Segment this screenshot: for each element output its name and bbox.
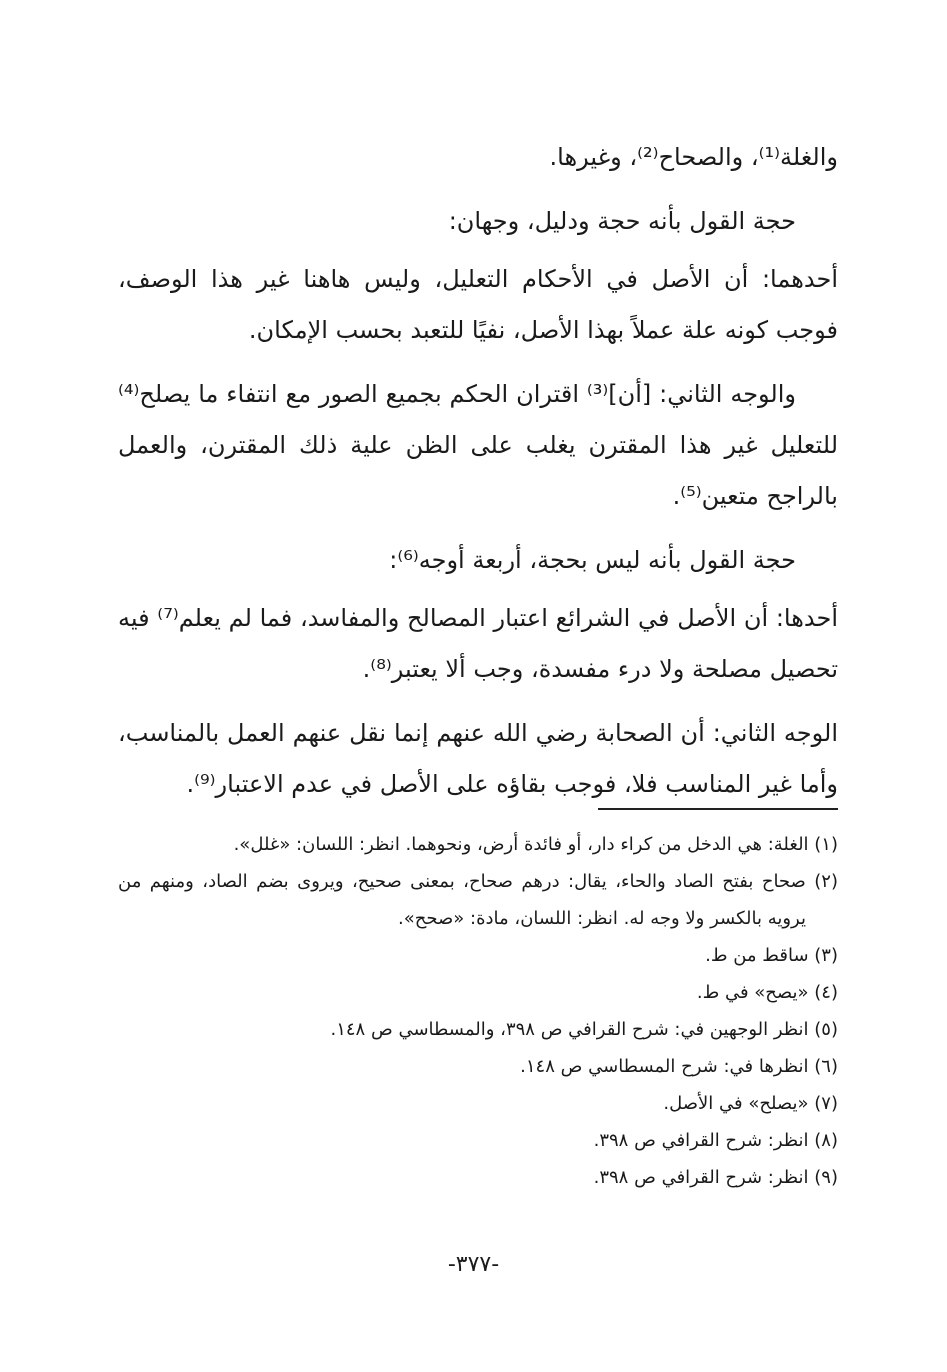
footnote-1: (١) الغلة: هي الدخل من كراء دار، أو فائدة أرض، ونحوهما. انظر: اللسان: «غلل». <box>233 834 838 855</box>
footnote-7: (٧) «يصلح» في الأصل. <box>663 1093 838 1114</box>
paragraph-counter-second: الوجه الثاني: أن الصحابة رضي الله عنهم إنما نقل عنهم العمل بالمناسب، وأما غير المناسب فلا، فوجب بقاؤه على الأصل في عدم الاعتبار⁽⁹⁾. <box>118 719 838 798</box>
paragraph-proof-heading: حجة القول بأنه حجة ودليل، وجهان: <box>448 207 796 235</box>
footnote-2: (٢) صحاح بفتح الصاد والحاء، يقال: درهم صحاح، بمعنى صحيح، ويروى بضم الصاد، ومنهم من يرويه بالكسر ولا وجه له. انظر: اللسان، مادة: «صحح». <box>118 871 838 929</box>
paragraph-second-aspect: والوجه الثاني: [أن]⁽³⁾ اقتران الحكم بجميع الصور مع انتفاء ما يصلح⁽⁴⁾ للتعليل غير هذا المقترن يغلب على الظن علية ذلك المقترن، والعمل بالراجح متعين⁽⁵⁾. <box>118 380 838 510</box>
footnote-5: (٥) انظر الوجهين في: شرح القرافي ص ٣٩٨، والمسطاسي ص ١٤٨. <box>330 1019 838 1040</box>
footnote-8: (٨) انظر: شرح القرافي ص ٣٩٨. <box>593 1130 838 1151</box>
paragraph-counter-first: أحدها: أن الأصل في الشرائع اعتبار المصالح والمفاسد، فما لم يعلم⁽⁷⁾ فيه تحصيل مصلحة ولا درء مفسدة، وجب ألا يعتبر⁽⁸⁾. <box>118 604 838 683</box>
footnote-6: (٦) انظرها في: شرح المسطاسي ص ١٤٨. <box>520 1056 838 1077</box>
paragraph-intro: والغلة⁽¹⁾، والصحاح⁽²⁾، وغيرها. <box>549 143 838 171</box>
footnote-divider <box>598 808 838 810</box>
footnote-4: (٤) «يصح» في ط. <box>696 982 838 1003</box>
footnote-3: (٣) ساقط من ط. <box>705 945 838 966</box>
main-text-body <box>118 132 838 823</box>
paragraph-first-aspect: أحدهما: أن الأصل في الأحكام التعليل، وليس هاهنا غير هذا الوصف، فوجب كونه علة عملاً بهذا الأصل، نفيًا للتعبد بحسب الإمكان. <box>118 265 838 344</box>
footnotes-section <box>118 826 838 1196</box>
footnote-9: (٩) انظر: شرح القرافي ص ٣٩٨. <box>593 1167 838 1188</box>
paragraph-counter-heading: حجة القول بأنه ليس بحجة، أربعة أوجه⁽⁶⁾: <box>389 546 796 574</box>
page-number: -٣٧٧- <box>447 1252 500 1277</box>
